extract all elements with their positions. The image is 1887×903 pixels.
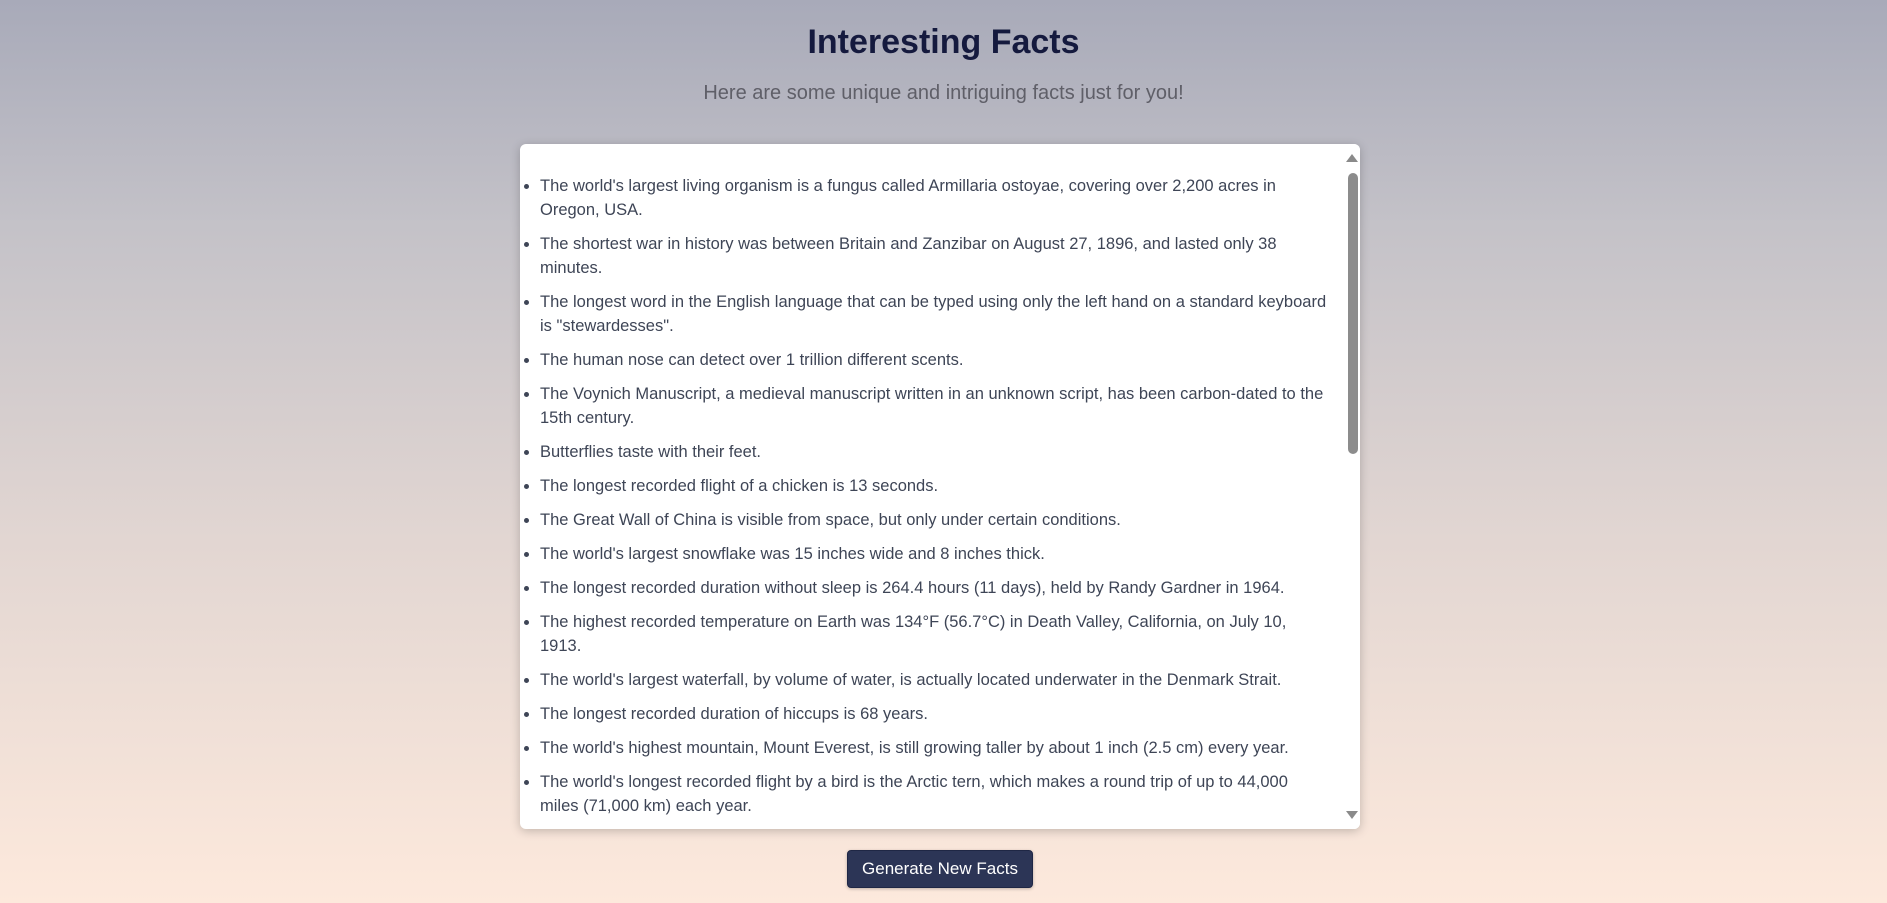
fact-item: • The world's largest living organism is a fungus called Armillaria ostoyae, covering over 2,200 acres in Oregon, USA. bbox=[540, 174, 1328, 222]
fact-item: • The world's highest mountain, Mount Everest, is still growing taller by about 1 inch (2.5 cm) every year. bbox=[540, 736, 1328, 760]
fact-item: • The world's longest recorded flight by a bird is the Arctic tern, which makes a round trip of up to 44,000 miles (71,000 km) each year. bbox=[540, 770, 1328, 818]
page-title: Interesting Facts bbox=[807, 23, 1080, 61]
fact-item: • The shortest war in history was between Britain and Zanzibar on August 27, 1896, and lasted only 38 minutes. bbox=[540, 232, 1328, 280]
fact-item: • The longest word in the English language that can be typed using only the left hand on a standard keyboard is "stewardesses". bbox=[540, 290, 1328, 338]
fact-item: • The world's largest snowflake was 15 inches wide and 8 inches thick. bbox=[540, 542, 1328, 566]
fact-item: • The longest recorded duration of hiccups is 68 years. bbox=[540, 702, 1328, 726]
vertical-scrollbar[interactable] bbox=[1344, 144, 1360, 829]
fact-item: • The world's largest waterfall, by volume of water, is actually located underwater in the Denmark Strait. bbox=[540, 668, 1328, 692]
facts-list bbox=[520, 144, 1344, 829]
facts-scroll-area[interactable] bbox=[520, 144, 1344, 829]
facts-container bbox=[520, 144, 1360, 829]
fact-item: • The longest recorded flight of a chicken is 13 seconds. bbox=[540, 474, 1328, 498]
fact-item: • The longest recorded duration without sleep is 264.4 hours (11 days), held by Randy Gardner in 1964. bbox=[540, 576, 1328, 600]
fact-item: • The Voynich Manuscript, a medieval manuscript written in an unknown script, has been carbon-dated to the 15th century. bbox=[540, 382, 1328, 430]
fact-item: • The Great Wall of China is visible from space, but only under certain conditions. bbox=[540, 508, 1328, 532]
fact-item: • The human nose can detect over 1 trillion different scents. bbox=[540, 348, 1328, 372]
fact-item bbox=[540, 828, 1328, 829]
fact-item: • The highest recorded temperature on Earth was 134°F (56.7°C) in Death Valley, California, on July 10, 1913. bbox=[540, 610, 1328, 658]
page-subtitle: Here are some unique and intriguing facts just for you! bbox=[703, 82, 1184, 104]
scroll-up-arrow-icon[interactable] bbox=[1346, 154, 1358, 162]
scroll-down-arrow-icon[interactable] bbox=[1346, 811, 1358, 819]
scroll-thumb[interactable] bbox=[1348, 173, 1358, 454]
fact-item: • Butterflies taste with their feet. bbox=[540, 440, 1328, 464]
generate-new-facts-button[interactable]: Generate New Facts bbox=[847, 850, 1033, 888]
